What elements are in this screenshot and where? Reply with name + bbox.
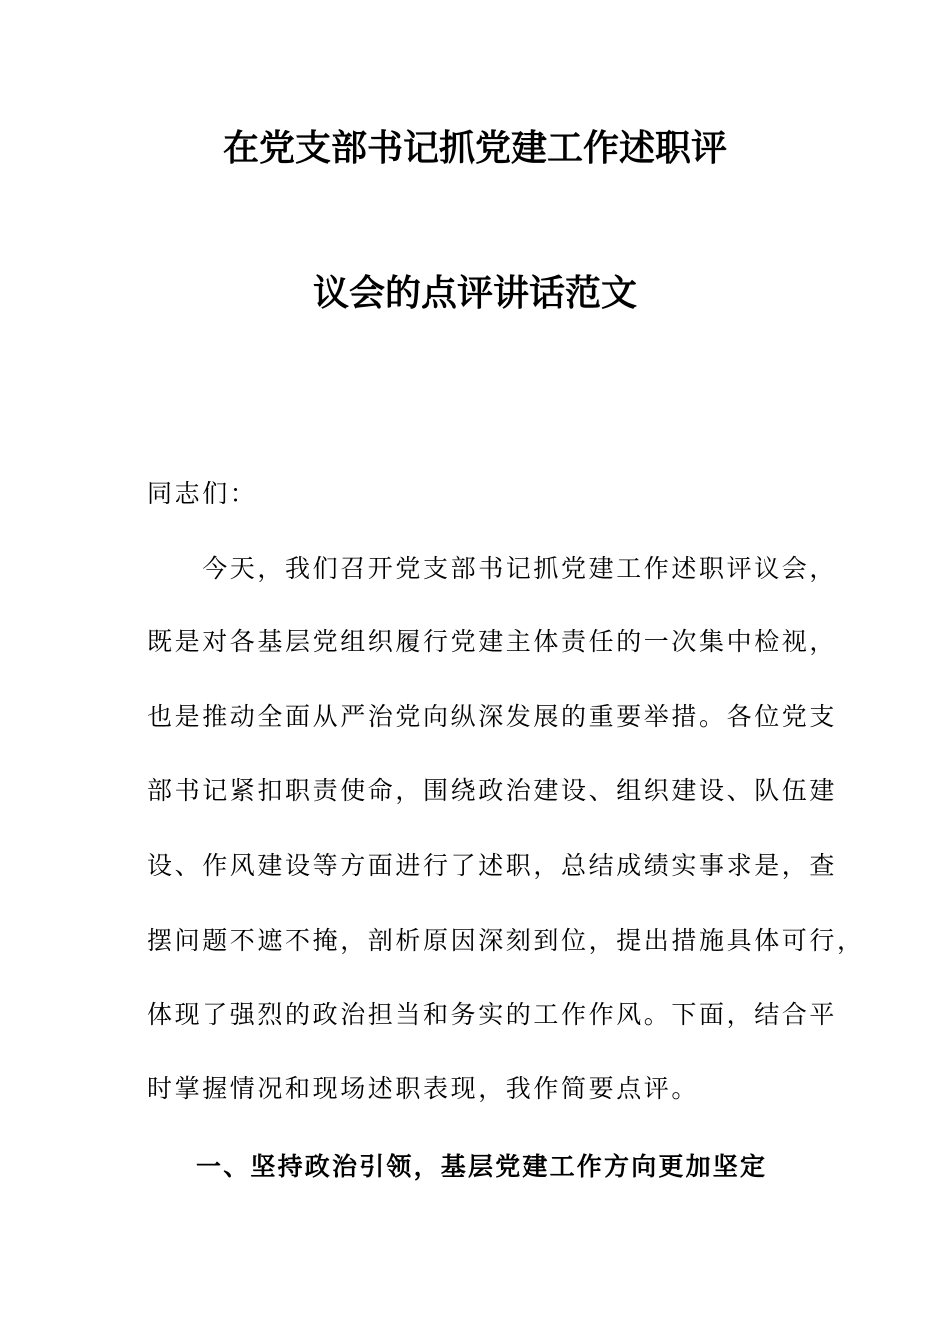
paragraph-line: 体现了强烈的政治担当和务实的工作作风。下面，结合平: [147, 1000, 838, 1029]
salutation: 同志们：: [147, 479, 258, 508]
paragraph-line: 部书记紧扣职责使命，围绕政治建设、组织建设、队伍建: [147, 776, 838, 805]
paragraph-line: 既是对各基层党组织履行党建主体责任的一次集中检视，: [147, 627, 838, 656]
paragraph-line: 也是推动全面从严治党向纵深发展的重要举措。各位党支: [147, 702, 838, 731]
paragraph-line: 时掌握情况和现场述职表现，我作简要点评。: [147, 1074, 700, 1103]
paragraph-line: 设、作风建设等方面进行了述职，总结成绩实事求是，查: [147, 851, 838, 880]
document-title-line-1: 在党支部书记抓党建工作述职评: [222, 128, 727, 169]
document-title-line-2: 议会的点评讲话范文: [312, 273, 637, 314]
paragraph-line: 今天，我们召开党支部书记抓党建工作述职评议会，: [147, 554, 838, 583]
section-heading: 一、坚持政治引领，基层党建工作方向更加坚定: [196, 1152, 768, 1181]
paragraph-line: 摆问题不遮不掩，剖析原因深刻到位，提出措施具体可行，: [147, 926, 865, 955]
